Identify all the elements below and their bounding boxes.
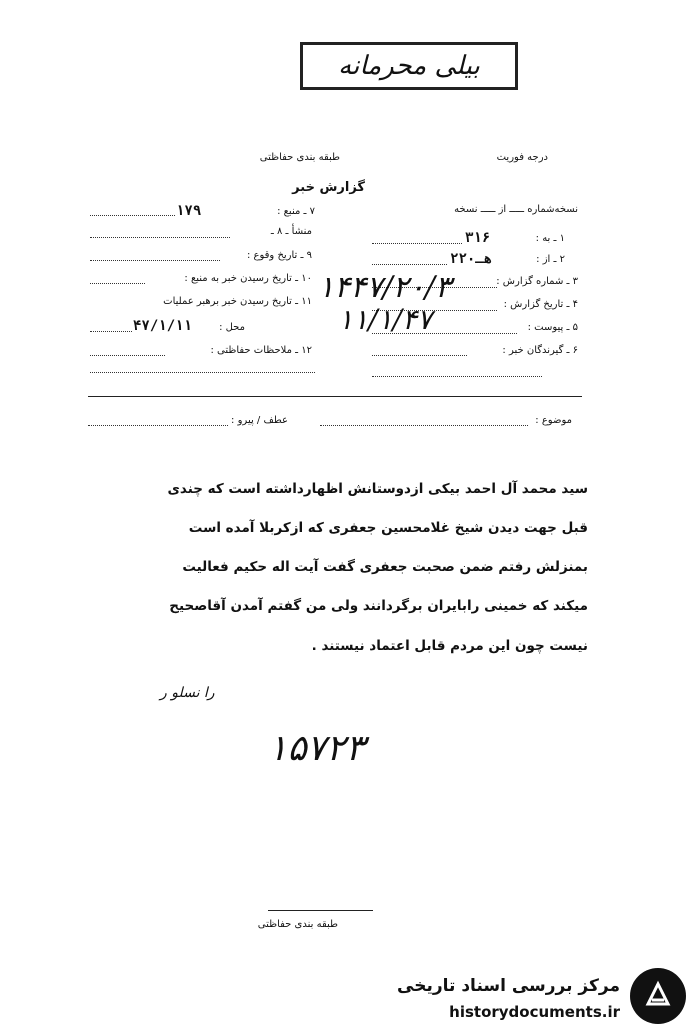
- field-origin-label: منشأ ـ ۸ ـ: [270, 226, 312, 237]
- watermark-title: مرکز بررسی اسناد تاریخی: [397, 976, 620, 996]
- dots: [90, 237, 230, 238]
- classification-stamp: بیلی محرمانه: [300, 42, 518, 90]
- dots: [372, 376, 542, 377]
- classification-top: طبقه بندی حفاظتی: [259, 152, 340, 163]
- field-occurrence-label: ۹ ـ تاریخ وقوع :: [246, 250, 312, 261]
- field-to-label: ۱ ـ به :: [535, 233, 565, 244]
- body-line: قبل جهت دیدن شیخ غلامحسین جعفری که ازکربلا آمده است: [188, 520, 588, 536]
- ref-label: عطف / پیرو :: [231, 415, 288, 426]
- watermark-url: historydocuments.ir: [449, 1003, 620, 1021]
- body-line: بمنزلش رفتم ضمن صحبت جعفری گفت آیت اله حکیم فعالیت: [182, 559, 588, 575]
- field-location-label: محل :: [219, 322, 245, 333]
- handwritten-report-number: ۱۴۴۷/۲۰/۳: [318, 270, 452, 305]
- separator-line: [88, 396, 582, 397]
- dots: [372, 355, 467, 356]
- field-from-label: ۲ ـ از :: [536, 254, 565, 265]
- bottom-line: [268, 910, 373, 911]
- field-recipients-label: ۶ ـ گیرندگان خبر :: [502, 345, 578, 356]
- dots: [320, 425, 528, 426]
- body-line: میکند که خمینی رابایران برگردانند ولی من گفتم آمدن آقاصحیح: [169, 598, 588, 614]
- signature: را نسلو ر: [160, 685, 215, 701]
- field-source-label: ۷ ـ منبع :: [277, 206, 315, 217]
- dots: [90, 215, 175, 216]
- dots: [90, 283, 145, 284]
- body-line: سید محمد آل احمد بیکی ازدوستانش اظهارداشته است که چندی: [167, 481, 588, 497]
- field-report-date-label: ۴ ـ تاریخ گزارش :: [503, 299, 578, 310]
- classification-bottom: طبقه بندی حفاظتی: [257, 919, 338, 930]
- field-source-value: ۱۷۹: [176, 203, 202, 219]
- field-report-number-label: ۳ ـ شماره گزارش :: [496, 276, 578, 287]
- body-line: نیست چون این مردم قابل اعتماد نیستند .: [311, 638, 588, 654]
- copy-number: نسخه‌شماره ـــــ از ـــــ نسخه: [454, 204, 578, 215]
- field-notes-label: ۱۲ ـ ملاحظات حفاظتی :: [210, 345, 312, 356]
- dots: [90, 331, 132, 332]
- field-attachment-label: ۵ ـ پیوست :: [527, 322, 578, 333]
- dots: [90, 260, 220, 261]
- dots: [88, 425, 228, 426]
- field-received-source-label: ۱۰ ـ تاریخ رسیدن خبر به منبع :: [184, 273, 312, 284]
- subject-label: موضوع :: [535, 415, 572, 426]
- dots: [372, 243, 462, 244]
- field-to-value: ۳۱۶: [465, 230, 491, 246]
- archive-number: ۱۵۷۲۳: [268, 728, 365, 769]
- field-location-value: ۴۷/۱/۱۱: [133, 318, 193, 334]
- field-received-leader-label: ۱۱ ـ تاریخ رسیدن خبر برهبر عملیات: [163, 296, 312, 307]
- handwritten-report-date: ۱۱/۱/۴۷: [338, 303, 433, 336]
- dots: [90, 372, 315, 373]
- dots: [90, 355, 165, 356]
- archive-logo-icon: [630, 968, 686, 1024]
- field-from-value: ۲هـ۲۰: [450, 251, 493, 267]
- report-title: گزارش خبر: [292, 180, 365, 195]
- dots: [372, 264, 447, 265]
- priority-label: درجه فوریت: [496, 152, 548, 163]
